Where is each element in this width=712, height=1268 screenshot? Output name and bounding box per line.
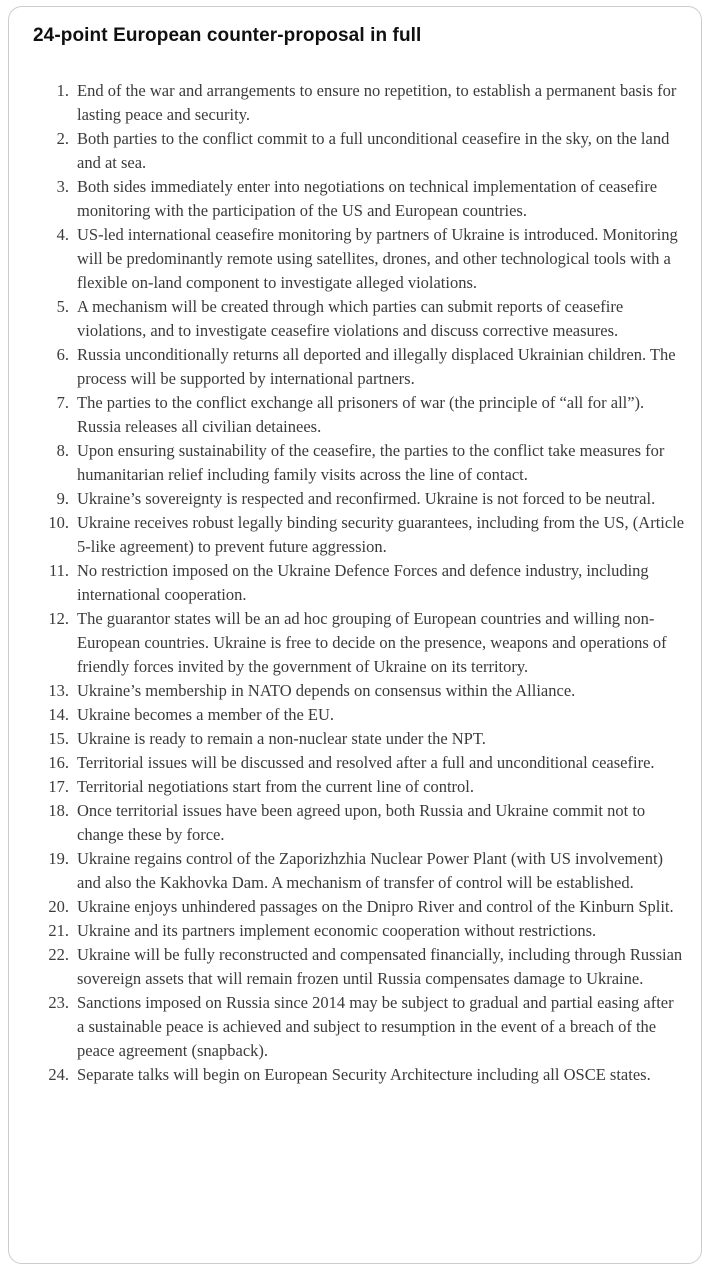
item-number: 21. xyxy=(48,921,69,940)
item-number: 1. xyxy=(56,81,69,100)
list-item xyxy=(33,79,687,127)
list-item xyxy=(33,223,687,295)
list-item xyxy=(33,175,687,223)
item-text: Sanctions imposed on Russia since 2014 may be subject to gradual and partial easing after a sustainable peace is achieved and subject to resumption in the event of a breach of the peace agreement (snapback). xyxy=(77,993,674,1060)
list-item xyxy=(33,1063,687,1087)
item-number: 9. xyxy=(56,489,69,508)
item-text: Ukraine enjoys unhindered passages on the Dnipro River and control of the Kinburn Split. xyxy=(77,897,674,916)
item-text: Territorial issues will be discussed and resolved after a full and unconditional ceasefire. xyxy=(77,753,655,772)
item-number: 16. xyxy=(48,753,69,772)
item-number: 4. xyxy=(56,225,69,244)
item-number: 3. xyxy=(56,177,69,196)
item-text: Ukraine becomes a member of the EU. xyxy=(77,705,335,724)
list-item xyxy=(33,991,687,1063)
item-text: The parties to the conflict exchange all prisoners of war (the principle of “all for all”). Russia releases all civilian detainees. xyxy=(77,393,645,436)
list-item xyxy=(33,895,687,919)
list-item xyxy=(33,559,687,607)
item-number: 5. xyxy=(56,297,69,316)
item-text: Ukraine receives robust legally binding security guarantees, including from the US, (Article 5-like agreement) to prevent future aggression. xyxy=(77,513,685,556)
list-item xyxy=(33,919,687,943)
proposal-list xyxy=(33,79,687,1087)
list-item xyxy=(33,487,687,511)
list-item xyxy=(33,511,687,559)
list-item xyxy=(33,727,687,751)
list-item xyxy=(33,295,687,343)
item-number: 15. xyxy=(48,729,69,748)
item-number: 2. xyxy=(56,129,69,148)
item-number: 11. xyxy=(48,561,69,580)
list-item xyxy=(33,391,687,439)
proposal-card xyxy=(8,6,702,1264)
item-number: 24. xyxy=(48,1065,69,1084)
proposal-title: 24-point European counter-proposal in full xyxy=(33,25,422,46)
item-text: Ukraine and its partners implement economic cooperation without restrictions. xyxy=(77,921,597,940)
item-text: Territorial negotiations start from the current line of control. xyxy=(77,777,475,796)
item-number: 19. xyxy=(48,849,69,868)
list-item xyxy=(33,751,687,775)
item-number: 20. xyxy=(48,897,69,916)
list-item xyxy=(33,943,687,991)
list-item xyxy=(33,607,687,679)
item-text: Ukraine is ready to remain a non-nuclear state under the NPT. xyxy=(77,729,486,748)
item-text: Upon ensuring sustainability of the ceasefire, the parties to the conflict take measures for humanitarian relief including family visits across the line of contact. xyxy=(77,441,665,484)
item-number: 17. xyxy=(48,777,69,796)
item-text: Ukraine’s membership in NATO depends on consensus within the Alliance. xyxy=(77,681,576,700)
item-number: 22. xyxy=(48,945,69,964)
item-text: Ukraine’s sovereignty is respected and reconfirmed. Ukraine is not forced to be neutral. xyxy=(77,489,656,508)
item-text: Ukraine will be fully reconstructed and compensated financially, including through Russian sovereign assets that will remain frozen until Russia compensates damage to Ukraine. xyxy=(77,945,683,988)
list-item xyxy=(33,343,687,391)
item-text: Both sides immediately enter into negotiations on technical implementation of ceasefire monitoring with the participation of the US and European countries. xyxy=(77,177,658,220)
item-text: End of the war and arrangements to ensure no repetition, to establish a permanent basis for lasting peace and security. xyxy=(77,81,677,124)
item-number: 23. xyxy=(48,993,69,1012)
item-number: 14. xyxy=(48,705,69,724)
item-number: 10. xyxy=(48,513,69,532)
item-text: The guarantor states will be an ad hoc grouping of European countries and willing non-European countries. Ukraine is free to decide on the presence, weapons and operations of friendly forces invited by the government of Ukraine on its territory. xyxy=(77,609,667,676)
item-number: 6. xyxy=(56,345,69,364)
item-text: Both parties to the conflict commit to a full unconditional ceasefire in the sky, on the land and at sea. xyxy=(77,129,670,172)
list-item xyxy=(33,703,687,727)
item-text: Russia unconditionally returns all deported and illegally displaced Ukrainian children. The process will be supported by international partners. xyxy=(77,345,676,388)
list-item xyxy=(33,679,687,703)
list-item xyxy=(33,799,687,847)
item-number: 18. xyxy=(48,801,69,820)
item-number: 7. xyxy=(56,393,69,412)
item-text: A mechanism will be created through which parties can submit reports of ceasefire violations, and to investigate ceasefire violations and discuss corrective measures. xyxy=(77,297,624,340)
list-item xyxy=(33,847,687,895)
item-text: Once territorial issues have been agreed upon, both Russia and Ukraine commit not to change these by force. xyxy=(77,801,646,844)
item-text: Separate talks will begin on European Security Architecture including all OSCE states. xyxy=(77,1065,651,1084)
item-number: 13. xyxy=(48,681,69,700)
list-item xyxy=(33,127,687,175)
item-text: Ukraine regains control of the Zaporizhzhia Nuclear Power Plant (with US involvement) and also the Kakhovka Dam. A mechanism of transfer of control will be established. xyxy=(77,849,664,892)
item-text: No restriction imposed on the Ukraine Defence Forces and defence industry, including international cooperation. xyxy=(77,561,649,604)
list-item xyxy=(33,439,687,487)
item-text: US-led international ceasefire monitoring by partners of Ukraine is introduced. Monitoring will be predominantly remote using satellites, drones, and other technological tools with a flexible on-land component to investigate alleged violations. xyxy=(77,225,678,292)
list-item xyxy=(33,775,687,799)
item-number: 8. xyxy=(56,441,69,460)
item-number: 12. xyxy=(48,609,69,628)
